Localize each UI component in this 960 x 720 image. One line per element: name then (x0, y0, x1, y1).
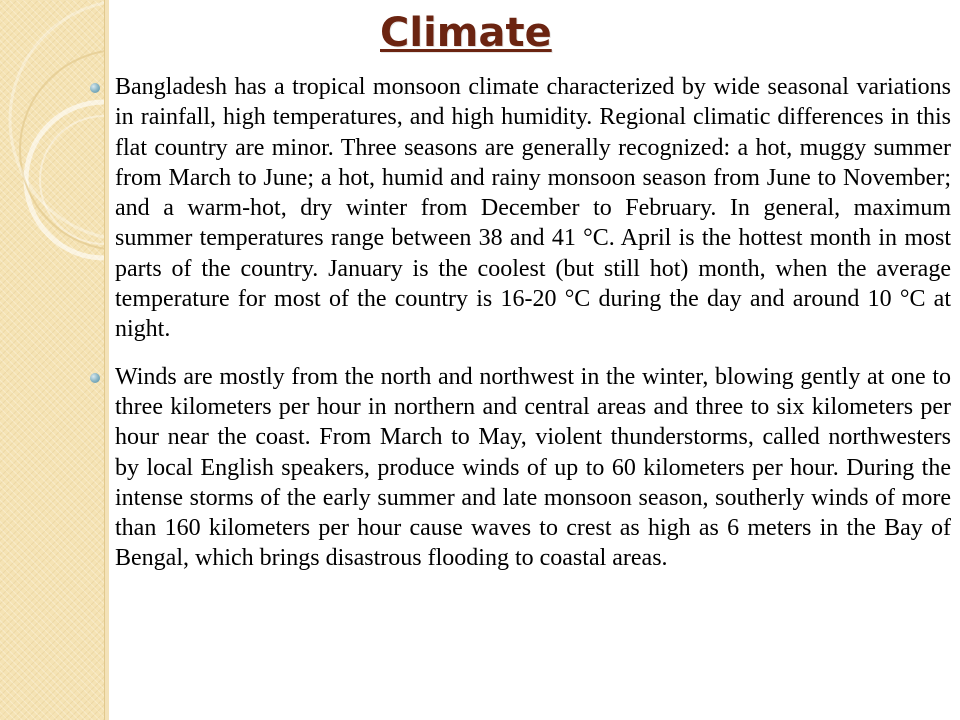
decorative-side-panel (0, 0, 104, 720)
slide-title: Climate (380, 10, 552, 56)
side-panel-edge (104, 0, 109, 720)
bullet-icon (90, 83, 100, 93)
list-item (115, 72, 951, 345)
bullet-text: Bangladesh has a tropical monsoon climate characterized by wide seasonal variations in rainfall, high temperatures, and high humidity. Regional climatic differences in this flat country are minor. Three seasons are generally recognized: a hot, muggy summer from March to June; a hot, humid and rainy monsoon season from June to November; and a warm-hot, dry winter from December to February. In general, maximum summer temperatures range between 38 and 41 °C. April is the hottest month in most parts of the country. January is the coolest (but still hot) month, when the average temperature for most of the country is 16-20 °C during the day and around 10 °C at night. (115, 74, 951, 343)
list-item (115, 362, 951, 574)
bullet-icon (90, 373, 100, 383)
bullet-list (115, 72, 951, 591)
swirl-decoration (0, 0, 104, 720)
title-container (380, 10, 552, 56)
bullet-text: Winds are mostly from the north and northwest in the winter, blowing gently at one to three kilometers per hour in northern and central areas and three to six kilometers per hour near the coast. From March to May, violent thunderstorms, called northwesters by local English speakers, produce winds of up to 60 kilometers per hour. During the intense storms of the early summer and late monsoon season, southerly winds of more than 160 kilometers per hour cause waves to crest as high as 6 meters in the Bay of Bengal, which brings disastrous flooding to coastal areas. (115, 363, 951, 572)
